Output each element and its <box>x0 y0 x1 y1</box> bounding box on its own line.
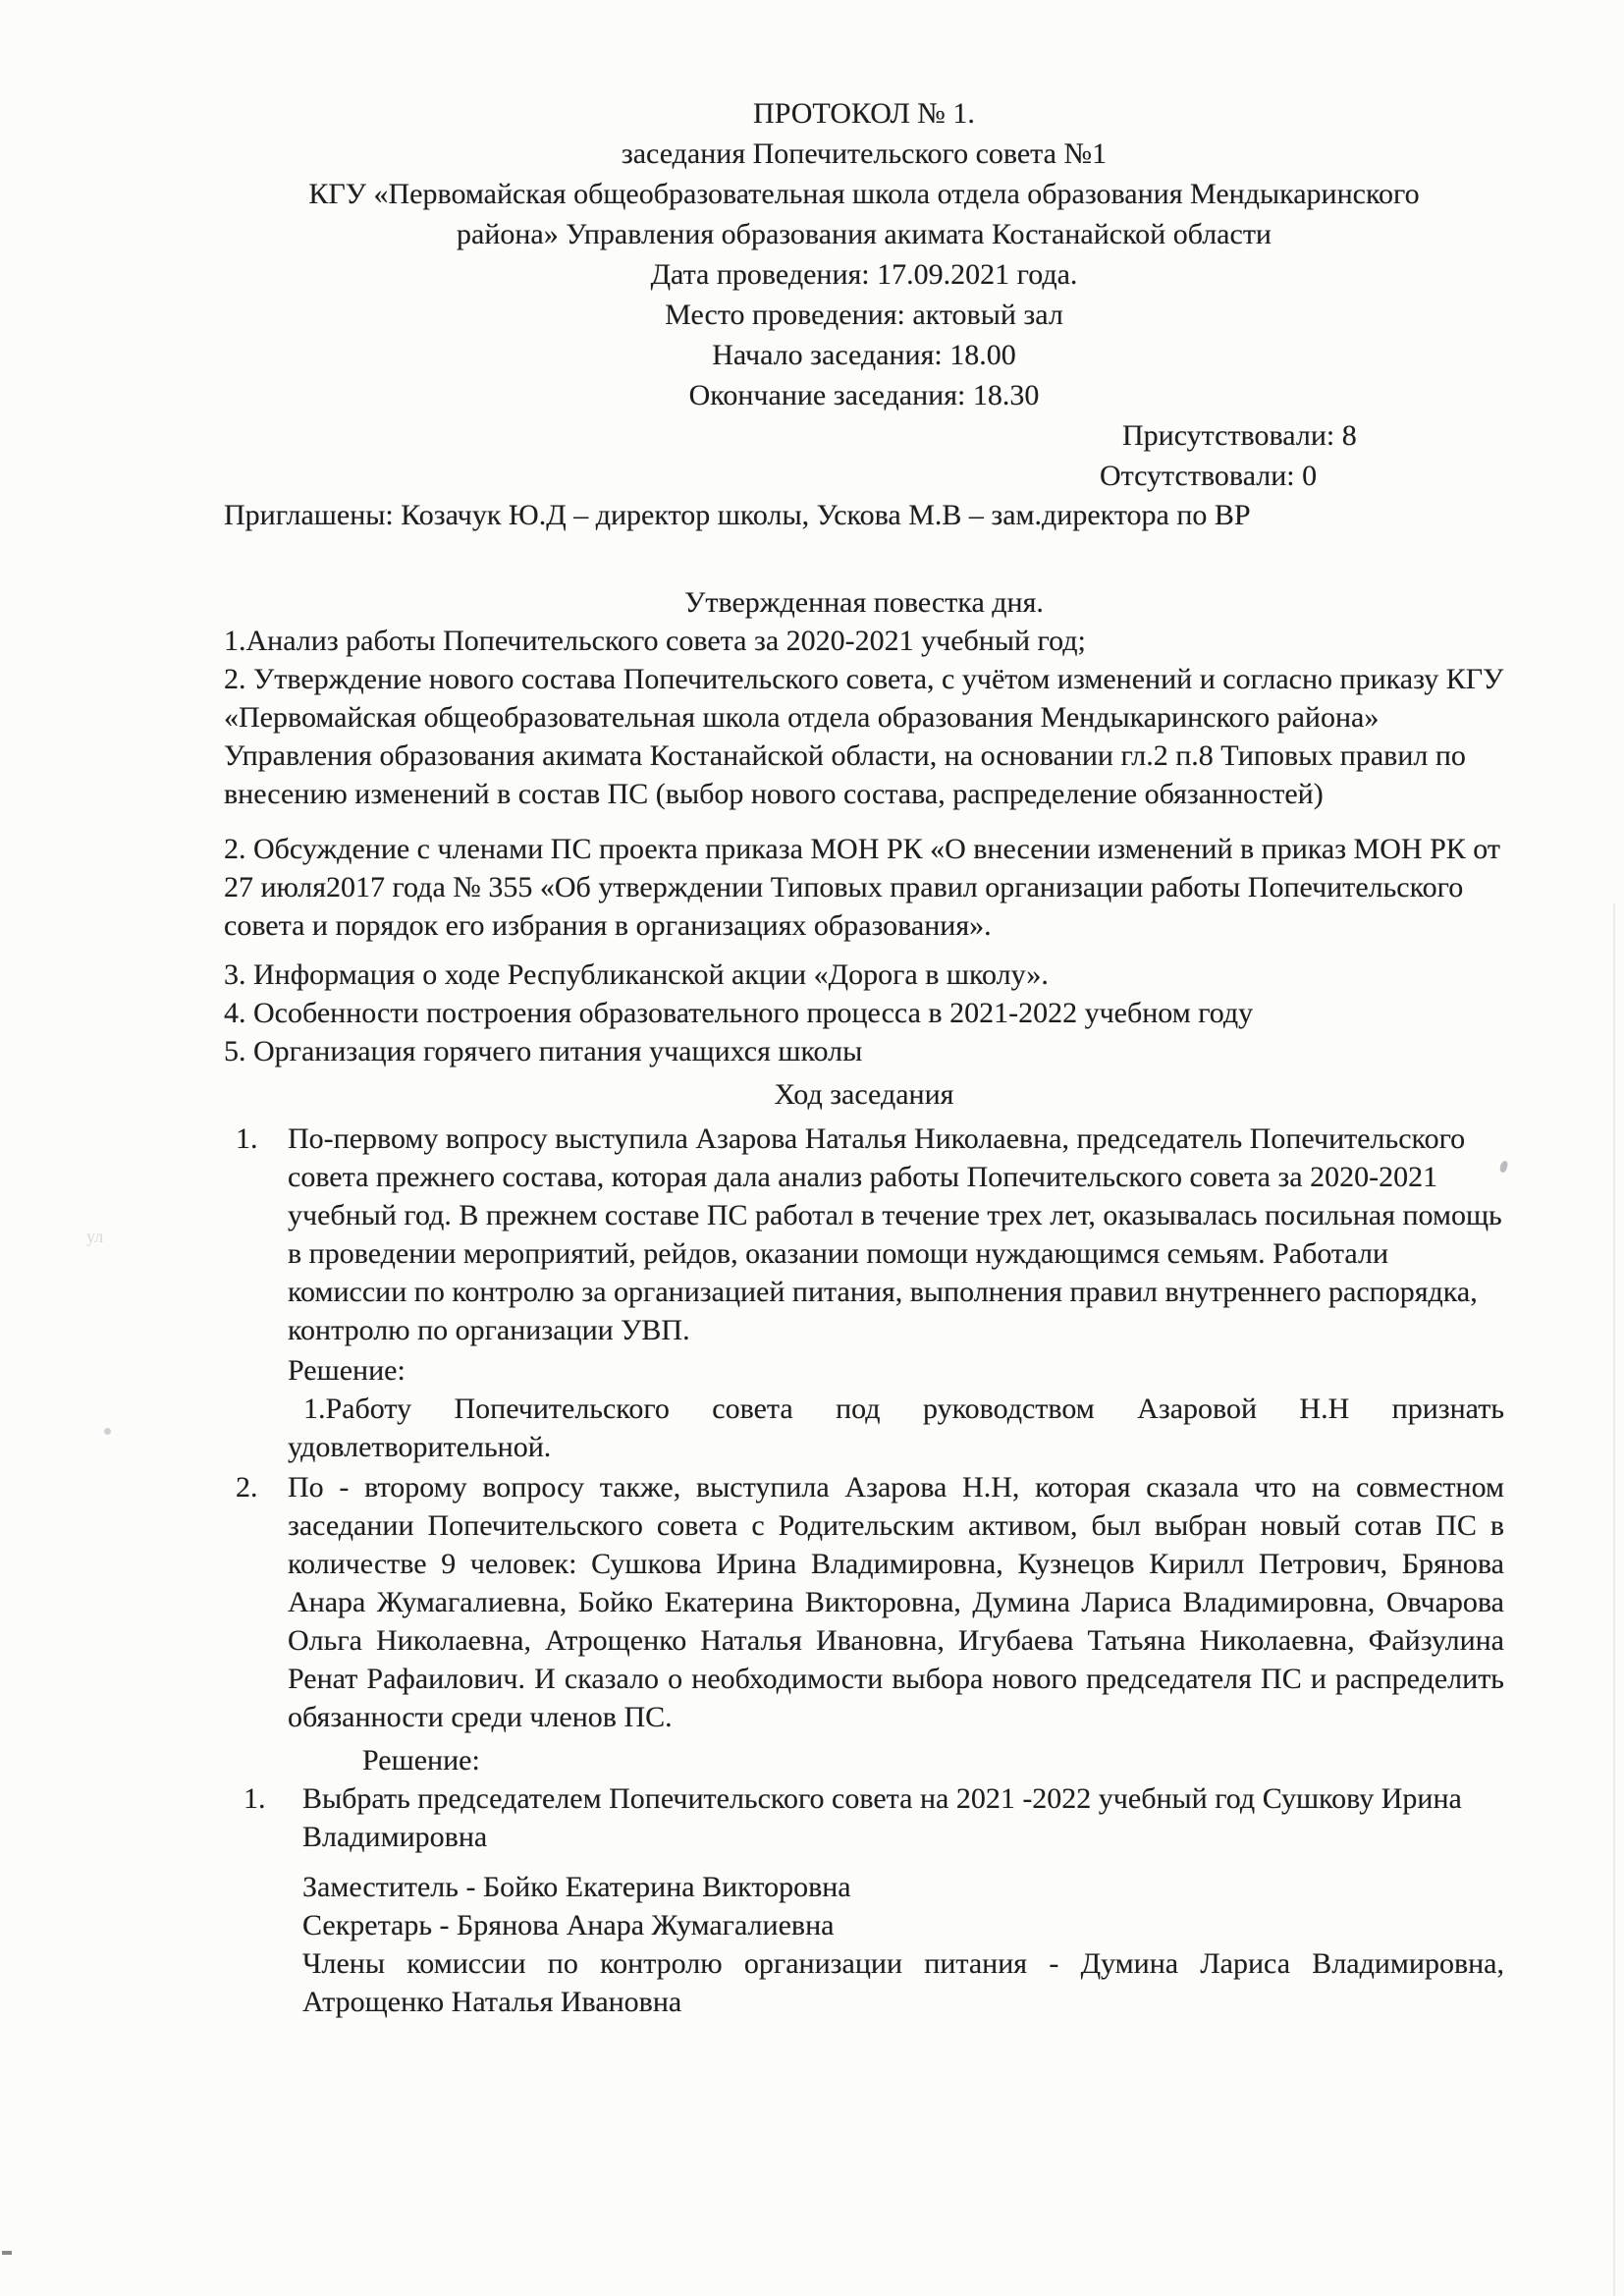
agenda-heading: Утвержденная повестка дня. <box>684 586 1044 619</box>
meta-end-line: Окончание заседания: 18.30 <box>688 379 1040 411</box>
proceedings-item-2 <box>224 1468 1504 1736</box>
list-marker-1: 1. <box>236 1122 258 1155</box>
decision-2-line-secretary: Секретарь - Брянова Анара Жумагалиевна <box>302 1909 835 1941</box>
scan-speck-dot <box>104 1428 111 1435</box>
agenda-item-1: 1.Анализ работы Попечительского совета за 2020-2021 учебный год; <box>224 625 1086 657</box>
decision-2-item-1 <box>224 1779 1504 1856</box>
scan-corner-mark <box>2 2251 12 2255</box>
agenda-item-6: 5. Организация горячего питания учащихся школы <box>224 1035 863 1067</box>
decision-1-text: 1.Работу Попечительского совета под руководством Азаровой Н.Н признать удовлетворительной. <box>288 1393 1504 1463</box>
proceedings-heading: Ход заседания <box>774 1078 954 1111</box>
decision-2-item-1-text: Выбрать председателем Попечительского совета на 2021 -2022 учебный год Сушкову Ирина Владимировна <box>302 1782 1462 1853</box>
attendance-absent: Отсутствовали: 0 <box>1100 460 1318 492</box>
meta-start-line: Начало заседания: 18.00 <box>712 339 1016 371</box>
proceedings-item-2-text: По - второму вопросу также, выступила Азарова Н.Н, которая сказала что на совместном заседании Попечительского совета с Родительским активом, был выбран новый сотав ПС в количестве 9 человек: Сушкова Ирина Владимировна, Кузнецов Кирилл Петрович, Брянова Анара Жумагалиевна, Бойко Екатерина Викторовна, Думина Лариса Владимировна, Овчарова Ольга Николаевна, Атрощенко Наталья Ивановна, Игубаева Татьяна Николаевна, Файзулина Ренат Рафаилович. И сказало о необходимости выбора нового председателя ПС и распределить обязанности среди членов ПС. <box>288 1471 1504 1733</box>
agenda-item-4: 3. Информация о ходе Республиканской акции «Дорога в школу». <box>224 958 1049 991</box>
proceedings-item-1-text: По-первому вопросу выступила Азарова Наталья Николаевна, председатель Попечительского совета прежнего состава, которая дала анализ работы Попечительского совета за 2020-2021 учебный год. В прежнем составе ПС работал в течение трех лет, оказывалась посильная помощь в проведении мероприятий, рейдов, оказании помощи нуждающимся семьям. Работали комиссии по контролю за организацией питания, выполнения правил внутреннего распорядка, контролю по организации УВП. <box>288 1122 1502 1346</box>
proceedings-item-1 <box>224 1120 1504 1349</box>
decision-2-line-commission: Члены комиссии по контролю организации питания - Думина Лариса Владимировна, Атрощенко Наталья Ивановна <box>302 1947 1504 2018</box>
invited-line: Приглашены: Козачук Ю.Д – директор школы, Ускова М.В – зам.директора по ВР <box>224 499 1251 531</box>
organization-name: КГУ «Первомайская общеобразовательная школа отдела образования Мендыкаринского района» Управления образования акимата Костанайской области <box>308 178 1420 250</box>
page-title: ПРОТОКОЛ № 1. <box>753 97 975 130</box>
decision-2-item-1-marker: 1. <box>244 1782 266 1815</box>
attendance-present: Присутствовали: 8 <box>1122 419 1357 452</box>
decision-2-line-deputy: Заместитель - Бойко Екатерина Викторовна <box>302 1871 851 1903</box>
decision-heading-1: Решение: <box>288 1354 406 1387</box>
document-content <box>224 93 1504 2021</box>
agenda-item-3: 2. Обсуждение с членами ПС проекта приказа МОН РК «О внесении изменений в приказ МОН РК от 27 июля2017 года № 355 «Об утверждении Типовых правил организации работы Попечительского совета и порядок его избрания в организациях образования». <box>224 833 1500 942</box>
agenda-item-2: 2. Утверждение нового состава Попечительского совета, с учётом изменений и согласно приказу КГУ «Первомайская общеобразовательная школа отдела образования Мендыкаринского района» Управления образования акимата Костанайской области, на основании гл.2 п.8 Типовых правил по внесению изменений в состав ПС (выбор нового состава, распределение обязанностей) <box>224 663 1504 810</box>
list-marker-2: 2. <box>236 1471 258 1503</box>
meta-place-line: Место проведения: актовый зал <box>665 299 1063 331</box>
scan-pen-mark: ул <box>86 1227 104 1246</box>
agenda-item-5: 4. Особенности построения образовательного процесса в 2021-2022 учебном году <box>224 997 1254 1029</box>
page-subtitle: заседания Попечительского совета №1 <box>621 137 1108 170</box>
attendance-block <box>224 415 1504 496</box>
decision-heading-2: Решение: <box>362 1744 480 1777</box>
meta-date-line: Дата проведения: 17.09.2021 года. <box>650 258 1078 291</box>
scan-edge-shadow <box>1613 903 1615 2296</box>
